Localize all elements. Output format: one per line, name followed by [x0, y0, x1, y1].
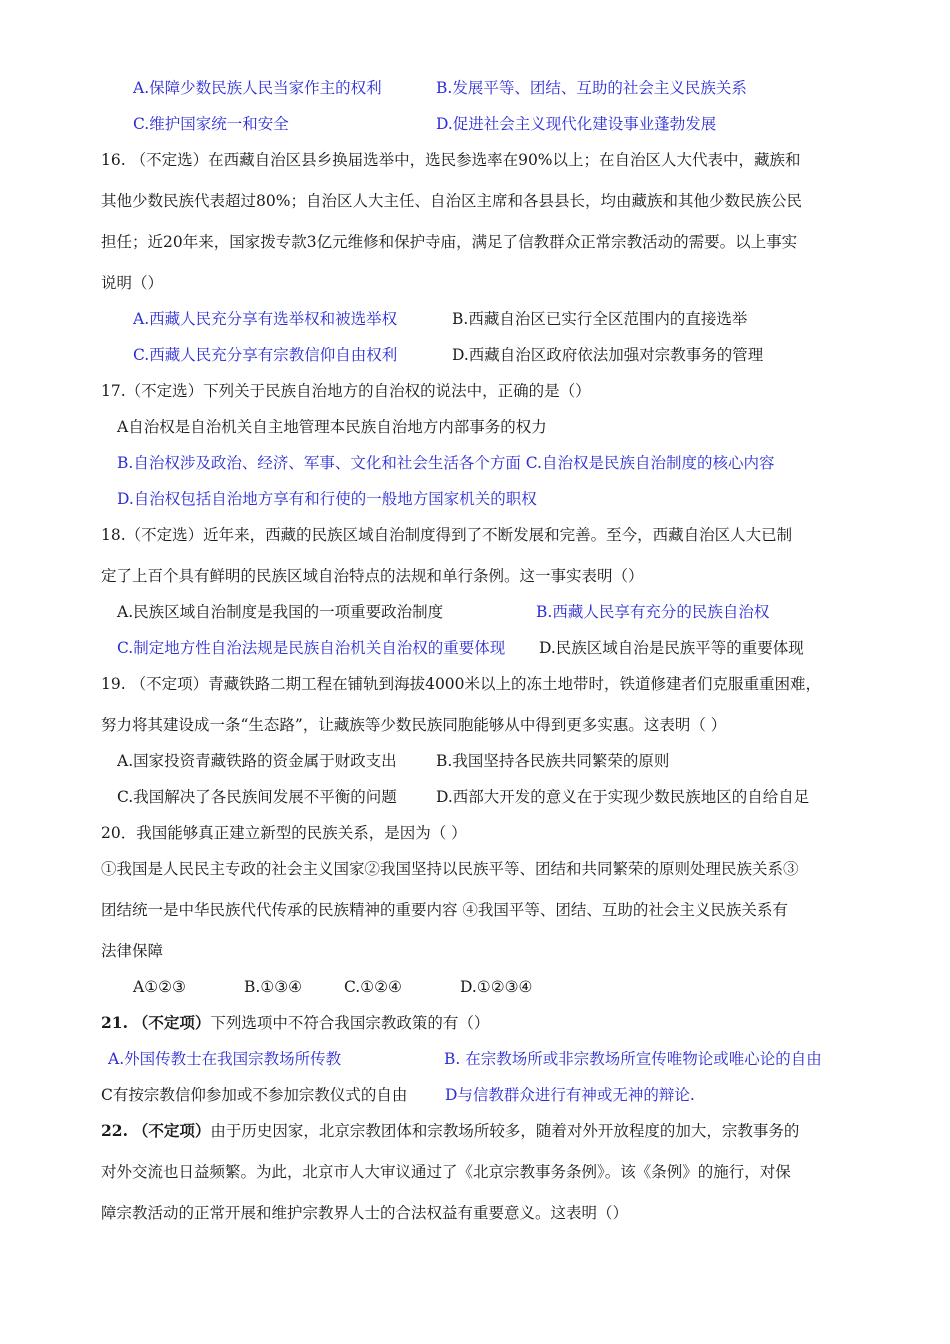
- q19-option-d: D.西部大开发的意义在于实现少数民族地区的自给自足: [436, 788, 810, 806]
- q18-option-a: A.民族区域自治制度是我国的一项重要政治制度: [117, 603, 444, 621]
- q22-stem-line-2: 对外交流也日益频繁。为此，北京市人大审议通过了《北京宗教事务条例》。该《条例》的施行，对保: [101, 1163, 791, 1181]
- q16-option-d: D.西藏自治区政府依法加强对宗教事务的管理: [452, 346, 764, 364]
- q22-stem-text: 由于历史因家，北京宗教团体和宗教场所较多，随着对外开放程度的加大，宗教事务的: [210, 1122, 800, 1140]
- q16-stem-line-2: 其他少数民族代表超过80%；自治区人大主任、自治区主席和各县县长，均由藏族和其他少数民族公民: [101, 192, 802, 210]
- q22-number: 22.: [101, 1121, 128, 1140]
- q20-statements-line-1: ①我国是人民民主专政的社会主义国家②我国坚持以民族平等、团结和共同繁荣的原则处理民族关系③: [101, 860, 799, 878]
- q21-number: 21.: [101, 1013, 128, 1032]
- q22-stem-line-1: [101, 1121, 799, 1141]
- q20-statements-line-3: 法律保障: [101, 942, 164, 960]
- q19-option-c: C.我国解决了各民族间发展不平衡的问题: [117, 788, 397, 806]
- q20-statements-line-2: 团结统一是中华民族代代传承的民族精神的重要内容 ④我国平等、团结、互助的社会主义民族关系有: [101, 901, 788, 919]
- q21-stem-line: [101, 1013, 489, 1033]
- q19-stem-line-1: 19. （不定项）青藏铁路二期工程在铺轨到海拔4000米以上的冻土地带时，铁道修建者们克服重重困难，: [101, 675, 822, 693]
- q21-option-c: C有按宗教信仰参加或不参加宗教仪式的自由: [101, 1086, 408, 1104]
- q19-stem-line-2: 努力将其建设成一条“生态路”，让藏族等少数民族同胞能够从中得到更多实惠。这表明（ ）: [101, 716, 727, 734]
- q19-option-a: A.国家投资青藏铁路的资金属于财政支出: [117, 752, 397, 770]
- q16-stem-line-3: 担任；近20年来，国家拨专款3亿元维修和保护寺庙，满足了信教群众正常宗教活动的需要。以上事实: [101, 233, 798, 251]
- q20-option-d: D.①②③④: [460, 978, 533, 996]
- q16-stem-line-4: 说明（）: [101, 274, 164, 292]
- q20-option-c: C.①②④: [344, 978, 402, 996]
- q21-option-a: A.外国传教士在我国宗教场所传教: [108, 1050, 342, 1068]
- q21-option-b: B. 在宗教场所或非宗教场所宣传唯物论或唯心论的自由: [444, 1050, 822, 1068]
- q18-stem-line-1: 18.（不定选）近年来，西藏的民族区域自治制度得到了不断发展和完善。至今，西藏自治区人大已制: [101, 526, 793, 544]
- q17-option-a: A自治权是自治机关自主地管理本民族自治地方内部事务的权力: [117, 418, 547, 436]
- q15-option-d: D.促进社会主义现代化建设事业蓬勃发展: [436, 115, 717, 133]
- q16-option-a: A.西藏人民充分享有选举权和被选举权: [133, 310, 398, 328]
- q22-stem-line-3: 障宗教活动的正常开展和维护宗教界人士的合法权益有重要意义。这表明（）: [101, 1204, 629, 1222]
- q17-stem: 17.（不定选）下列关于民族自治地方的自治权的说法中，正确的是（）: [101, 382, 591, 400]
- q15-option-a: A.保障少数民族人民当家作主的权利: [133, 79, 382, 97]
- q21-option-d: D与信教群众进行有神或无神的辩论.: [445, 1086, 695, 1104]
- q22-tag: （不定项）: [132, 1121, 211, 1140]
- q16-stem-line-1: 16. （不定选）在西藏自治区县乡换届选举中，选民参选率在90%以上；在自治区人大代表中，藏族和: [101, 151, 801, 169]
- q20-stem: 20．我国能够真正建立新型的民族关系，是因为（ ）: [101, 824, 467, 842]
- q17-option-d: D.自治权包括自治地方享有和行使的一般地方国家机关的职权: [117, 490, 537, 508]
- q15-option-b: B.发展平等、团结、互助的社会主义民族关系: [436, 79, 747, 97]
- q21-stem: 下列选项中不符合我国宗教政策的有（）: [210, 1014, 490, 1032]
- q15-option-c: C.维护国家统一和安全: [133, 115, 289, 133]
- q21-tag: （不定项）: [132, 1013, 211, 1032]
- q16-option-c: C.西藏人民充分享有宗教信仰自由权利: [133, 346, 398, 364]
- q18-option-c: C.制定地方性自治法规是民族自治机关自治权的重要体现: [117, 639, 506, 657]
- q18-option-d: D.民族区域自治是民族平等的重要体现: [539, 639, 804, 657]
- q17-option-bc: B.自治权涉及政治、经济、军事、文化和社会生活各个方面 C.自治权是民族自治制度的核心内容: [117, 454, 775, 472]
- q20-option-a: A①②③: [133, 978, 186, 996]
- q20-option-b: B.①③④: [244, 978, 303, 996]
- q18-option-b: B.西藏人民享有充分的民族自治权: [536, 603, 770, 621]
- q18-stem-line-2: 定了上百个具有鲜明的民族区域自治特点的法规和单行条例。这一事实表明（）: [101, 567, 644, 585]
- q19-option-b: B.我国坚持各民族共同繁荣的原则: [436, 752, 670, 770]
- q16-option-b: B.西藏自治区已实行全区范围内的直接选举: [452, 310, 748, 328]
